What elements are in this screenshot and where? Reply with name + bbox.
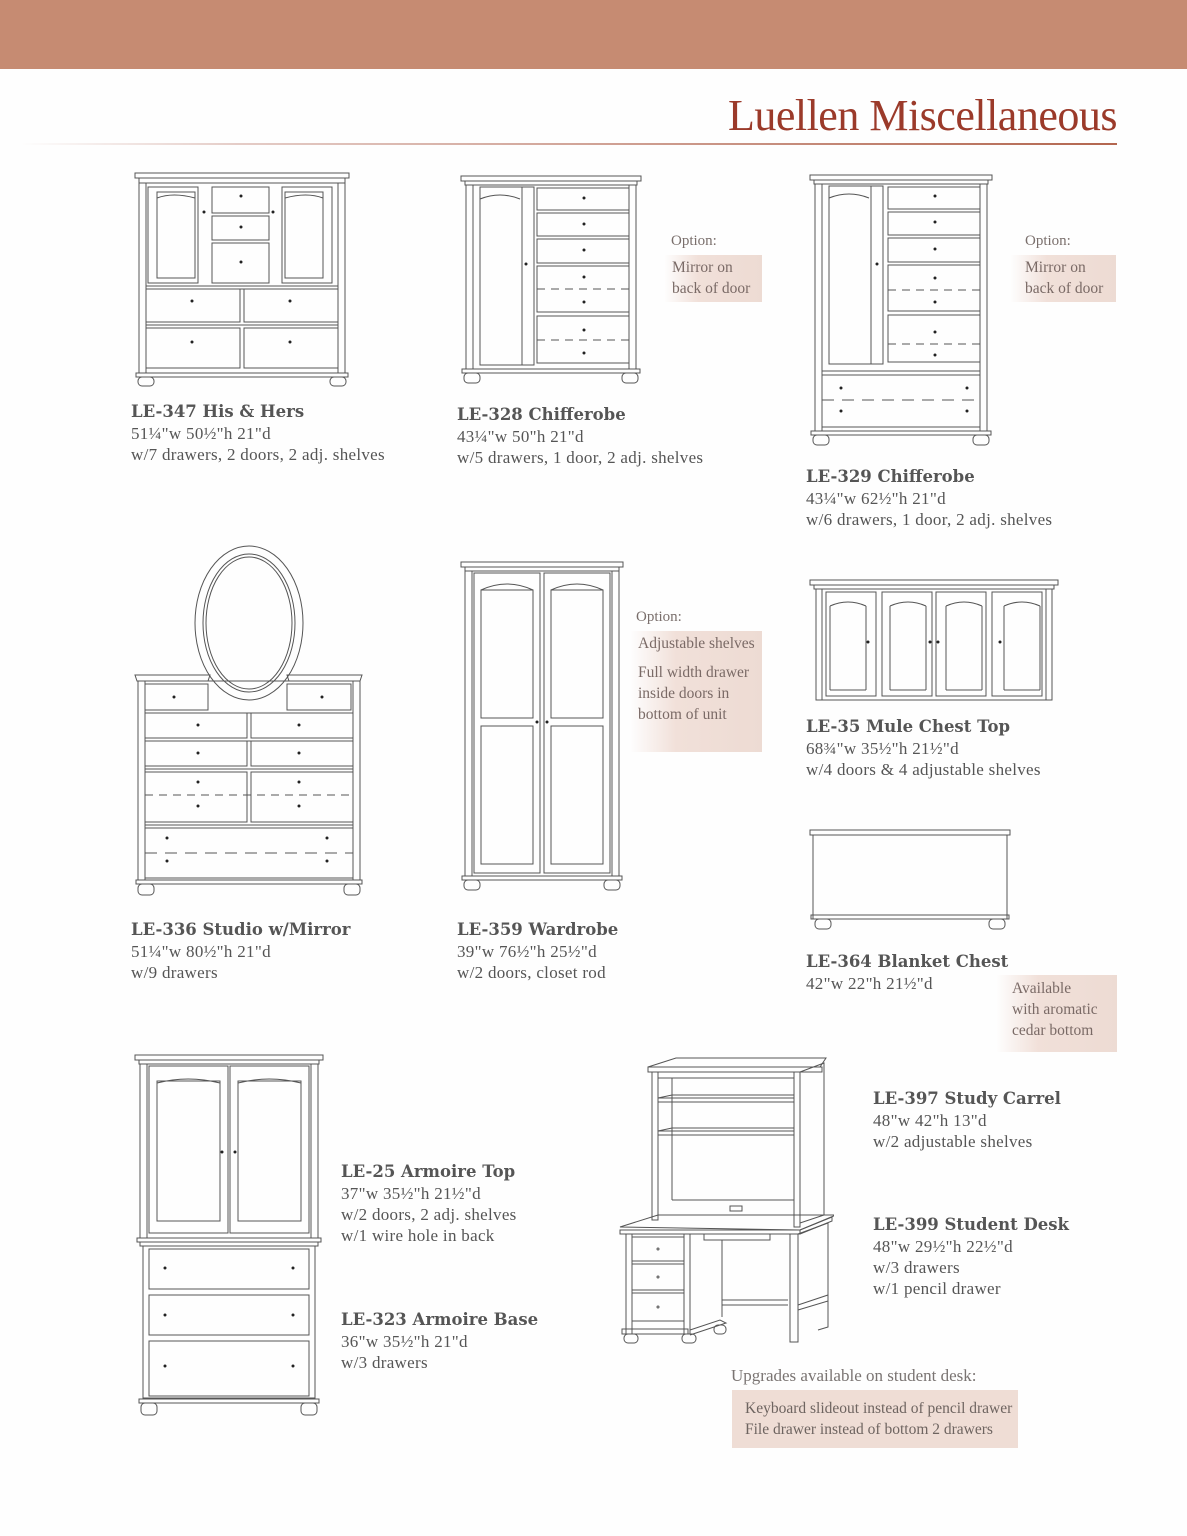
product-name: LE-364 Blanket Chest — [806, 952, 1009, 971]
header-band — [0, 0, 1187, 69]
product-name: LE-347 His & Hers — [131, 402, 305, 421]
product-name: LE-329 Chifferobe — [806, 467, 975, 486]
option-line: Mirror on — [672, 259, 733, 276]
product-detail: w/5 drawers, 1 door, 2 adj. shelves — [457, 448, 704, 467]
product-dimensions: 43¼"w 62½"h 21"d — [806, 489, 946, 508]
option-line: cedar bottom — [1012, 1022, 1094, 1039]
option-label-le-359: Option: — [636, 609, 682, 625]
product-detail: w/2 doors, 2 adj. shelves — [341, 1205, 517, 1224]
option-box-le-359 — [630, 631, 762, 752]
title-bold: Miscellaneous — [869, 91, 1117, 140]
option-line: Mirror on — [1025, 259, 1086, 276]
option-line: back of door — [672, 280, 751, 297]
product-dimensions: 68¾"w 35½"h 21½"d — [806, 739, 959, 758]
product-dimensions: 39"w 76½"h 25½"d — [457, 942, 597, 961]
product-dimensions: 36"w 35½"h 21"d — [341, 1332, 468, 1351]
product-detail: w/7 drawers, 2 doors, 2 adj. shelves — [131, 445, 385, 464]
drawing-le-25-323 — [133, 1053, 325, 1419]
product-name: LE-323 Armoire Base — [341, 1310, 539, 1329]
option-line: Available — [1012, 980, 1072, 997]
product-detail: w/1 pencil drawer — [873, 1279, 1001, 1298]
option-label-le-328: Option: — [671, 233, 717, 249]
product-le-347 — [131, 401, 385, 465]
option-box-le-329 — [1010, 255, 1116, 302]
title-divider — [20, 143, 1117, 145]
product-le-323 — [341, 1309, 538, 1373]
drawing-le-364 — [808, 828, 1012, 938]
option-line: bottom of unit — [638, 706, 727, 723]
title-light: Luellen — [727, 91, 859, 140]
product-detail: w/3 drawers — [873, 1258, 960, 1277]
drawing-le-329 — [807, 172, 995, 446]
product-le-35 — [806, 716, 1041, 780]
product-le-25 — [341, 1161, 517, 1246]
product-le-364 — [806, 951, 1008, 994]
drawing-le-359 — [459, 560, 625, 892]
product-name: LE-397 Study Carrel — [873, 1089, 1061, 1108]
product-detail: w/4 doors & 4 adjustable shelves — [806, 760, 1041, 779]
product-dimensions: 51¼"w 50½"h 21"d — [131, 424, 271, 443]
option-line: inside doors in — [638, 685, 730, 702]
product-le-359 — [457, 919, 618, 983]
product-le-399 — [873, 1214, 1069, 1299]
product-dimensions: 48"w 42"h 13"d — [873, 1111, 987, 1130]
option-line: with aromatic — [1012, 1001, 1098, 1018]
product-le-328 — [457, 404, 703, 468]
drawing-le-35 — [808, 578, 1060, 702]
product-dimensions: 37"w 35½"h 21½"d — [341, 1184, 481, 1203]
upgrades-box — [732, 1390, 1018, 1448]
product-detail: w/9 drawers — [131, 963, 218, 982]
upgrades-label: Upgrades available on student desk: — [731, 1366, 977, 1385]
drawing-le-336 — [132, 545, 366, 897]
upgrade-item: Keyboard slideout instead of pencil drawer — [745, 1400, 1013, 1417]
option-line: back of door — [1025, 280, 1104, 297]
product-detail: w/1 wire hole in back — [341, 1226, 495, 1245]
product-detail: w/3 drawers — [341, 1353, 428, 1372]
product-detail: w/2 doors, closet rod — [457, 963, 606, 982]
product-name: LE-336 Studio w/Mirror — [131, 920, 351, 939]
product-name: LE-35 Mule Chest Top — [806, 717, 1011, 736]
product-detail: w/6 drawers, 1 door, 2 adj. shelves — [806, 510, 1053, 529]
drawing-le-347 — [132, 170, 352, 388]
option-box-le-328 — [664, 255, 762, 302]
product-dimensions: 42"w 22"h 21½"d — [806, 974, 933, 993]
product-dimensions: 43¼"w 50"h 21"d — [457, 427, 584, 446]
drawing-le-328 — [458, 173, 644, 385]
product-dimensions: 51¼"w 80½"h 21"d — [131, 942, 271, 961]
option-label-le-329: Option: — [1025, 233, 1071, 249]
product-name: LE-25 Armoire Top — [341, 1162, 516, 1181]
product-detail: w/2 adjustable shelves — [873, 1132, 1033, 1151]
option-box-le-364 — [996, 975, 1117, 1052]
product-le-329 — [806, 466, 1052, 530]
product-name: LE-399 Student Desk — [873, 1215, 1069, 1234]
option-line: Full width drawer — [638, 664, 750, 681]
product-le-336 — [131, 919, 350, 983]
product-le-397 — [873, 1088, 1061, 1152]
upgrade-item: File drawer instead of bottom 2 drawers — [745, 1421, 993, 1438]
product-dimensions: 48"w 29½"h 22½"d — [873, 1237, 1013, 1256]
page-title — [728, 90, 1117, 141]
drawing-le-397-399 — [618, 1055, 834, 1345]
product-name: LE-359 Wardrobe — [457, 920, 619, 939]
product-name: LE-328 Chifferobe — [457, 405, 626, 424]
option-line: Adjustable shelves — [638, 635, 755, 652]
